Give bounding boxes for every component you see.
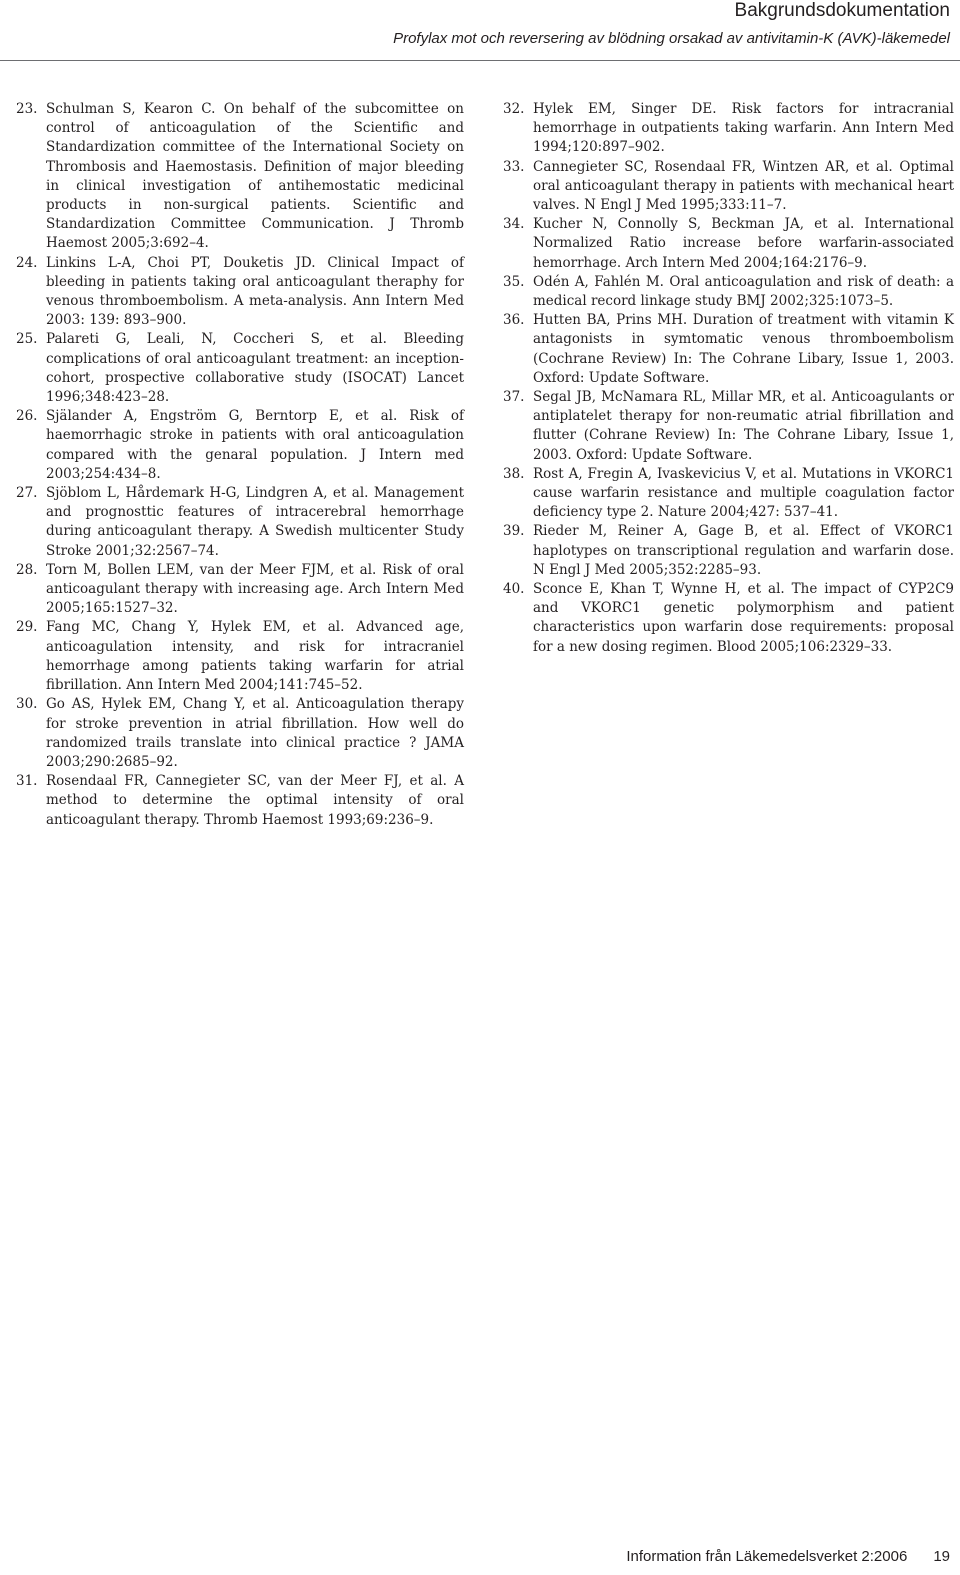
reference-number: 27. (16, 485, 38, 502)
reference-item (503, 215, 954, 273)
reference-number: 28. (16, 561, 38, 578)
header-divider (0, 60, 960, 61)
reference-item (503, 580, 954, 657)
reference-item (16, 695, 464, 772)
reference-number: 33. (503, 158, 525, 175)
reference-item (503, 522, 954, 580)
reference-item (503, 273, 954, 311)
reference-item (503, 311, 954, 388)
page-footer (626, 1548, 950, 1565)
reference-item (503, 100, 954, 158)
reference-text: Fang MC, Chang Y, Hylek EM, et al. Advanced age, anticoagulation intensity, and risk for intracraniel hemorrhage among patients taking warfarin for atrial fibrillation. Ann Intern Med 2004;141:745–52. (46, 619, 464, 694)
reference-text: Sconce E, Khan T, Wynne H, et al. The impact of CYP2C9 and VKORC1 genetic polymorphism and patient characteristics upon warfarin dose requirements: proposal for a new dosing regimen. Blood 2005;106:2329–33. (533, 581, 954, 655)
reference-number: 37. (503, 389, 525, 406)
reference-text: Torn M, Bollen LEM, van der Meer FJM, et al. Risk of oral anticoagulant therapy with increasing age. Arch Intern Med 2005;165:1527–32. (46, 561, 464, 617)
reference-number: 36. (503, 312, 525, 329)
reference-number: 40. (503, 581, 525, 598)
reference-number: 35. (503, 273, 525, 290)
reference-text: Rost A, Fregin A, Ivaskevicius V, et al. Mutations in VKORC1 cause warfarin resistance and multiple coagulation factor deficiency type 2. Nature 2004;427: 537–41. (533, 465, 954, 521)
reference-number: 24. (16, 254, 38, 271)
reference-text: Kucher N, Connolly S, Beckman JA, et al. International Normalized Ratio increase before warfarin-associated hemorrhage. Arch Intern Med 2004;164:2176–9. (533, 216, 954, 271)
reference-list-left (16, 100, 464, 830)
reference-item (16, 100, 464, 254)
reference-text: Hutten BA, Prins MH. Duration of treatment with vitamin K antagonists in symtomatic venous thromboembolism (Cochrane Review) In: The Cohrane Libary, Issue 1, 2003. Oxford: Update Software. (533, 312, 954, 386)
reference-text: Palareti G, Leali, N, Coccheri S, et al. Bleeding complications of oral anticoagulant treatment: an inception-cohort, prospective collaborative study (ISOCAT) Lancet 1996;348:423–28. (46, 331, 464, 406)
reference-item (503, 465, 954, 523)
reference-text: Hylek EM, Singer DE. Risk factors for intracranial hemorrhage in outpatients taking warfarin. Ann Intern Med 1994;120:897–902. (533, 101, 954, 156)
document-subtitle: Profylax mot och reversering av blödning orsakad av antivitamin-K (AVK)-läkemedel (393, 30, 950, 47)
page-number: 19 (933, 1548, 950, 1565)
reference-number: 31. (16, 773, 38, 790)
reference-number: 39. (503, 523, 525, 540)
reference-text: Rieder M, Reiner A, Gage B, et al. Effect of VKORC1 haplotypes on transcriptional regulation and warfarin dose. N Engl J Med 2005;352:2285–93. (533, 523, 954, 578)
reference-item (16, 254, 464, 331)
reference-number: 32. (503, 101, 525, 117)
reference-number: 30. (16, 696, 38, 713)
reference-item (16, 484, 464, 561)
reference-text: Odén A, Fahlén M. Oral anticoagulation and risk of death: a medical record linkage study BMJ 2002;325:1073–5. (533, 273, 954, 310)
reference-number: 26. (16, 408, 38, 425)
reference-number: 29. (16, 619, 38, 636)
reference-item (16, 407, 464, 484)
reference-text: Schulman S, Kearon C. On behalf of the subcomittee on control of anticoagulation of the Scientific and Standardization committee of the International Society on Thrombosis and Haemostasis. Definition of major bleeding in clinical investigation of antihemostatic medicinal products in non-surgical patients. Scientific and Standardization Committee Communication. J Thromb Haemost 2005;3:692–4. (46, 101, 464, 252)
reference-item (16, 330, 464, 407)
reference-text: Själander A, Engström G, Berntorp E, et al. Risk of haemorrhagic stroke in patients with oral anticoagulation compared with the genaral population. J Intern med 2003;254:434–8. (46, 408, 464, 482)
reference-item (16, 618, 464, 695)
reference-text: Cannegieter SC, Rosendaal FR, Wintzen AR, et al. Optimal oral anticoagulant therapy in patients with mechanical heart valves. N Engl J Med 1995;333:11–7. (533, 158, 954, 214)
reference-item (503, 158, 954, 216)
reference-number: 34. (503, 216, 525, 233)
reference-list-right (503, 100, 954, 657)
reference-text: Segal JB, McNamara RL, Millar MR, et al. Anticoagulants or antiplatelet therapy for non-reumatic atrial fibrillation and flutter (Cohrane Review) In: The Cohrane Libary, Issue 1, 2003. Oxford: Update Software. (533, 389, 954, 463)
reference-number: 38. (503, 465, 525, 482)
reference-text: Linkins L-A, Choi PT, Douketis JD. Clinical Impact of bleeding in patients taking oral anticoagulant theraphy for venous thromboembolism. A meta-analysis. Ann Intern Med 2003: 139: 893–900. (46, 254, 464, 329)
reference-text: Go AS, Hylek EM, Chang Y, et al. Anticoagulation therapy for stroke prevention in atrial fibrillation. How well do randomized trails translate into clinical practice ? JAMA 2003;290:2685–92. (46, 696, 464, 770)
reference-number: 23. (16, 101, 38, 117)
footer-publication: Information från Läkemedelsverket 2:2006 (626, 1548, 908, 1565)
reference-text: Rosendaal FR, Cannegieter SC, van der Meer FJ, et al. A method to determine the optimal intensity of oral anticoagulant therapy. Thromb Haemost 1993;69:236–9. (46, 773, 464, 828)
document-category-title: Bakgrundsdokumentation (734, 0, 950, 21)
reference-text: Sjöblom L, Hårdemark H-G, Lindgren A, et al. Management and prognosttic features of intracerebral hemorrhage during anticoagulant therapy. A Swedish multicenter Study Stroke 2001;32:2567–74. (46, 485, 464, 559)
reference-item (16, 561, 464, 619)
reference-number: 25. (16, 331, 38, 348)
reference-item (503, 388, 954, 465)
reference-item (16, 772, 464, 830)
